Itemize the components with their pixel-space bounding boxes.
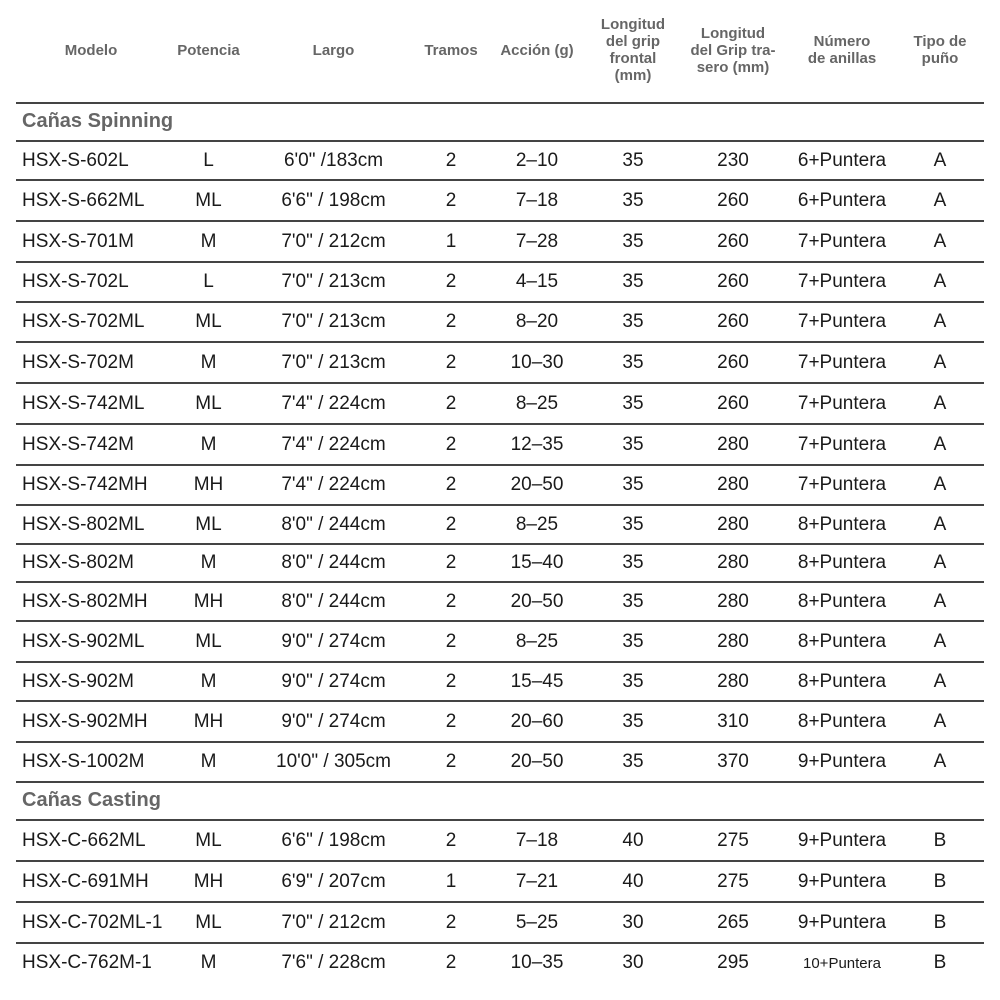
header-model: Modelo: [64, 41, 118, 59]
cell-length: 7'4" / 224cm: [281, 433, 386, 455]
cell-model: HSX-S-742M: [22, 433, 134, 455]
cell-length: 7'4" / 224cm: [281, 474, 386, 495]
cell-sections: 2: [445, 351, 457, 373]
cell-length: 6'9" / 207cm: [281, 870, 386, 892]
cell-rear-grip: 280: [717, 670, 749, 692]
cell-front-grip: 35: [622, 513, 644, 535]
cell-sections: 2: [445, 911, 457, 933]
cell-handle-type: A: [933, 474, 947, 495]
cell-power: MH: [193, 474, 224, 495]
cell-sections: 2: [445, 710, 457, 732]
section-title: Cañas Spinning: [22, 110, 174, 132]
cell-length: 6'0" /183cm: [283, 149, 384, 171]
section-header: [16, 104, 984, 142]
cell-sections: 1: [445, 230, 457, 252]
cell-power: M: [200, 230, 217, 252]
table-row: [16, 821, 984, 862]
section-header: [16, 783, 984, 821]
cell-action: 20–50: [510, 590, 564, 612]
cell-handle-type: A: [933, 590, 947, 612]
cell-power: ML: [195, 630, 222, 652]
table-row: [16, 702, 984, 743]
cell-power: M: [200, 433, 217, 455]
cell-handle-type: A: [933, 149, 947, 171]
cell-length: 6'6" / 198cm: [281, 829, 386, 851]
cell-model: HSX-S-802MH: [22, 590, 148, 612]
cell-handle-type: A: [933, 433, 947, 455]
cell-action: 8–25: [515, 513, 559, 535]
cell-handle-type: A: [933, 351, 947, 373]
cell-length: 8'0" / 244cm: [281, 513, 386, 535]
cell-front-grip: 35: [622, 590, 644, 612]
table-row: [16, 181, 984, 222]
cell-sections: 2: [445, 513, 457, 535]
cell-length: 6'6" / 198cm: [281, 189, 386, 211]
header-guides: Número de anillas: [807, 33, 877, 67]
cell-length: 8'0" / 244cm: [281, 590, 386, 612]
cell-handle-type: A: [933, 392, 947, 414]
cell-rear-grip: 310: [717, 710, 749, 732]
cell-action: 20–50: [510, 474, 564, 495]
cell-front-grip: 35: [622, 433, 644, 455]
cell-handle-type: A: [933, 751, 947, 772]
cell-length: 7'4" / 224cm: [281, 392, 386, 414]
cell-sections: 2: [445, 670, 457, 692]
cell-action: 20–60: [510, 710, 564, 732]
cell-sections: 2: [445, 311, 457, 332]
cell-action: 4–15: [515, 271, 559, 292]
cell-guides: 8+Puntera: [797, 552, 887, 573]
cell-power: ML: [195, 829, 222, 851]
cell-front-grip: 35: [622, 271, 644, 292]
cell-length: 9'0" / 274cm: [281, 630, 386, 652]
cell-sections: 2: [445, 552, 457, 573]
cell-power: MH: [193, 870, 224, 892]
cell-action: 7–18: [515, 829, 559, 851]
cell-power: M: [200, 351, 217, 373]
cell-handle-type: B: [933, 911, 947, 933]
header-handle-type: Tipo de puño: [913, 33, 967, 67]
cell-guides: 6+Puntera: [797, 189, 887, 211]
cell-rear-grip: 295: [717, 952, 749, 973]
cell-action: 7–28: [515, 230, 559, 252]
table-row: [16, 303, 984, 343]
cell-length: 7'0" / 213cm: [281, 271, 386, 292]
header-front-grip: Longitud del grip frontal (mm): [600, 16, 666, 84]
cell-rear-grip: 260: [717, 230, 749, 252]
cell-front-grip: 35: [622, 474, 644, 495]
cell-guides: 9+Puntera: [797, 911, 887, 933]
table-row: [16, 862, 984, 903]
cell-power: L: [203, 149, 214, 171]
cell-length: 7'0" / 213cm: [281, 351, 386, 373]
cell-handle-type: A: [933, 552, 947, 573]
cell-rear-grip: 280: [717, 433, 749, 455]
cell-front-grip: 35: [622, 351, 644, 373]
cell-sections: 2: [445, 189, 457, 211]
cell-sections: 2: [445, 149, 457, 171]
cell-rear-grip: 275: [717, 829, 749, 851]
cell-model: HSX-S-702ML: [22, 311, 145, 332]
table-row: [16, 545, 984, 583]
cell-front-grip: 35: [622, 552, 644, 573]
cell-handle-type: A: [933, 189, 947, 211]
table-row: [16, 903, 984, 944]
table-row: [16, 142, 984, 181]
cell-model: HSX-S-702M: [22, 351, 134, 373]
cell-rear-grip: 260: [717, 271, 749, 292]
table-row: [16, 622, 984, 663]
cell-guides: 7+Puntera: [797, 271, 887, 292]
cell-guides: 7+Puntera: [797, 351, 887, 373]
cell-sections: 2: [445, 630, 457, 652]
cell-power: MH: [193, 590, 224, 612]
cell-front-grip: 35: [622, 149, 644, 171]
table-row: [16, 263, 984, 303]
cell-model: HSX-S-802M: [22, 552, 134, 573]
cell-front-grip: 35: [622, 751, 644, 772]
cell-model: HSX-S-701M: [22, 230, 134, 252]
cell-sections: 2: [445, 433, 457, 455]
cell-guides: 8+Puntera: [797, 590, 887, 612]
cell-power: MH: [193, 710, 224, 732]
cell-handle-type: A: [933, 230, 947, 252]
cell-action: 8–20: [515, 311, 559, 332]
cell-model: HSX-S-902M: [22, 670, 134, 692]
cell-rear-grip: 275: [717, 870, 749, 892]
cell-action: 15–45: [510, 670, 564, 692]
cell-front-grip: 35: [622, 670, 644, 692]
cell-handle-type: B: [933, 952, 947, 973]
cell-action: 7–21: [515, 870, 559, 892]
cell-action: 5–25: [515, 911, 559, 933]
cell-guides: 8+Puntera: [797, 630, 887, 652]
cell-power: M: [200, 952, 217, 973]
table-row: [16, 384, 984, 425]
cell-model: HSX-S-902ML: [22, 630, 145, 652]
cell-action: 12–35: [510, 433, 564, 455]
header-length: Largo: [312, 41, 355, 59]
table-body: [16, 104, 984, 982]
cell-action: 20–50: [510, 751, 564, 772]
cell-rear-grip: 280: [717, 590, 749, 612]
cell-action: 7–18: [515, 189, 559, 211]
cell-front-grip: 30: [622, 911, 644, 933]
cell-model: HSX-S-742ML: [22, 392, 145, 414]
cell-length: 7'0" / 212cm: [281, 911, 386, 933]
cell-guides: 6+Puntera: [797, 149, 887, 171]
cell-handle-type: A: [933, 311, 947, 332]
cell-power: L: [203, 271, 214, 292]
cell-guides: 9+Puntera: [797, 829, 887, 851]
table-row: [16, 583, 984, 622]
cell-guides: 7+Puntera: [797, 311, 887, 332]
cell-action: 8–25: [515, 630, 559, 652]
cell-length: 9'0" / 274cm: [281, 710, 386, 732]
cell-model: HSX-S-702L: [22, 271, 129, 292]
cell-rear-grip: 230: [717, 149, 749, 171]
cell-handle-type: A: [933, 271, 947, 292]
cell-rear-grip: 260: [717, 189, 749, 211]
table-row: [16, 343, 984, 384]
cell-power: ML: [195, 513, 222, 535]
cell-guides: 8+Puntera: [797, 670, 887, 692]
cell-length: 10'0" / 305cm: [276, 751, 391, 772]
table-row: [16, 466, 984, 506]
cell-front-grip: 35: [622, 392, 644, 414]
cell-front-grip: 35: [622, 311, 644, 332]
cell-front-grip: 40: [622, 829, 644, 851]
header-power: Potencia: [177, 41, 240, 59]
cell-power: M: [200, 751, 217, 772]
header-action: Acción (g): [500, 41, 574, 59]
cell-model: HSX-S-742MH: [22, 474, 148, 495]
cell-rear-grip: 260: [717, 351, 749, 373]
header-rear-grip: Longitud del Grip tra- sero (mm): [690, 24, 776, 76]
cell-sections: 2: [445, 590, 457, 612]
cell-power: M: [200, 670, 217, 692]
cell-sections: 2: [445, 952, 457, 973]
cell-rear-grip: 370: [717, 751, 749, 772]
cell-guides: 9+Puntera: [797, 870, 887, 892]
cell-model: HSX-C-662ML: [22, 829, 146, 851]
cell-front-grip: 35: [622, 230, 644, 252]
table-row: [16, 425, 984, 466]
cell-model: HSX-S-1002M: [22, 751, 145, 772]
cell-front-grip: 35: [622, 189, 644, 211]
cell-handle-type: A: [933, 513, 947, 535]
cell-sections: 1: [445, 870, 457, 892]
cell-handle-type: A: [933, 670, 947, 692]
cell-front-grip: 30: [622, 952, 644, 973]
cell-guides: 7+Puntera: [797, 392, 887, 414]
table-row: [16, 506, 984, 545]
cell-length: 7'0" / 212cm: [281, 230, 386, 252]
cell-sections: 2: [445, 829, 457, 851]
cell-front-grip: 35: [622, 630, 644, 652]
cell-action: 15–40: [510, 552, 564, 573]
cell-length: 9'0" / 274cm: [281, 670, 386, 692]
cell-front-grip: 40: [622, 870, 644, 892]
cell-guides: 8+Puntera: [797, 710, 887, 732]
cell-power: ML: [195, 189, 222, 211]
cell-guides: 8+Puntera: [797, 513, 887, 535]
cell-action: 10–30: [510, 351, 564, 373]
cell-model: HSX-C-691MH: [22, 870, 149, 892]
cell-power: ML: [195, 311, 222, 332]
cell-model: HSX-S-802ML: [22, 513, 145, 535]
cell-power: M: [200, 552, 217, 573]
table-row: [16, 743, 984, 783]
spec-table: [16, 0, 984, 982]
cell-sections: 2: [445, 271, 457, 292]
cell-power: ML: [195, 392, 222, 414]
cell-length: 7'6" / 228cm: [281, 952, 386, 973]
cell-model: HSX-C-702ML-1: [22, 911, 163, 933]
cell-rear-grip: 280: [717, 513, 749, 535]
cell-model: HSX-S-902MH: [22, 710, 148, 732]
cell-model: HSX-S-662ML: [22, 189, 145, 211]
cell-rear-grip: 280: [717, 474, 749, 495]
cell-model: HSX-C-762M-1: [22, 952, 152, 973]
cell-sections: 2: [445, 474, 457, 495]
cell-handle-type: A: [933, 630, 947, 652]
cell-guides: 7+Puntera: [797, 433, 887, 455]
cell-sections: 2: [445, 751, 457, 772]
cell-rear-grip: 280: [717, 630, 749, 652]
cell-front-grip: 35: [622, 710, 644, 732]
cell-rear-grip: 260: [717, 311, 749, 332]
cell-guides: 7+Puntera: [797, 474, 887, 495]
cell-rear-grip: 280: [717, 552, 749, 573]
cell-model: HSX-S-602L: [22, 149, 129, 171]
cell-sections: 2: [445, 392, 457, 414]
cell-length: 8'0" / 244cm: [281, 552, 386, 573]
table-row: [16, 222, 984, 263]
cell-guides: 9+Puntera: [797, 751, 887, 772]
cell-rear-grip: 265: [717, 911, 749, 933]
cell-power: ML: [195, 911, 222, 933]
cell-action: 8–25: [515, 392, 559, 414]
cell-action: 2–10: [515, 149, 559, 171]
table-row: [16, 944, 984, 982]
section-title: Cañas Casting: [22, 789, 161, 811]
table-header: [16, 0, 984, 104]
cell-handle-type: B: [933, 870, 947, 892]
table-row: [16, 663, 984, 702]
cell-length: 7'0" / 213cm: [281, 311, 386, 332]
cell-action: 10–35: [510, 952, 564, 973]
cell-handle-type: B: [933, 829, 947, 851]
header-sections: Tramos: [424, 41, 478, 59]
cell-guides: 10+Puntera: [803, 954, 881, 972]
cell-handle-type: A: [933, 710, 947, 732]
cell-rear-grip: 260: [717, 392, 749, 414]
cell-guides: 7+Puntera: [797, 230, 887, 252]
